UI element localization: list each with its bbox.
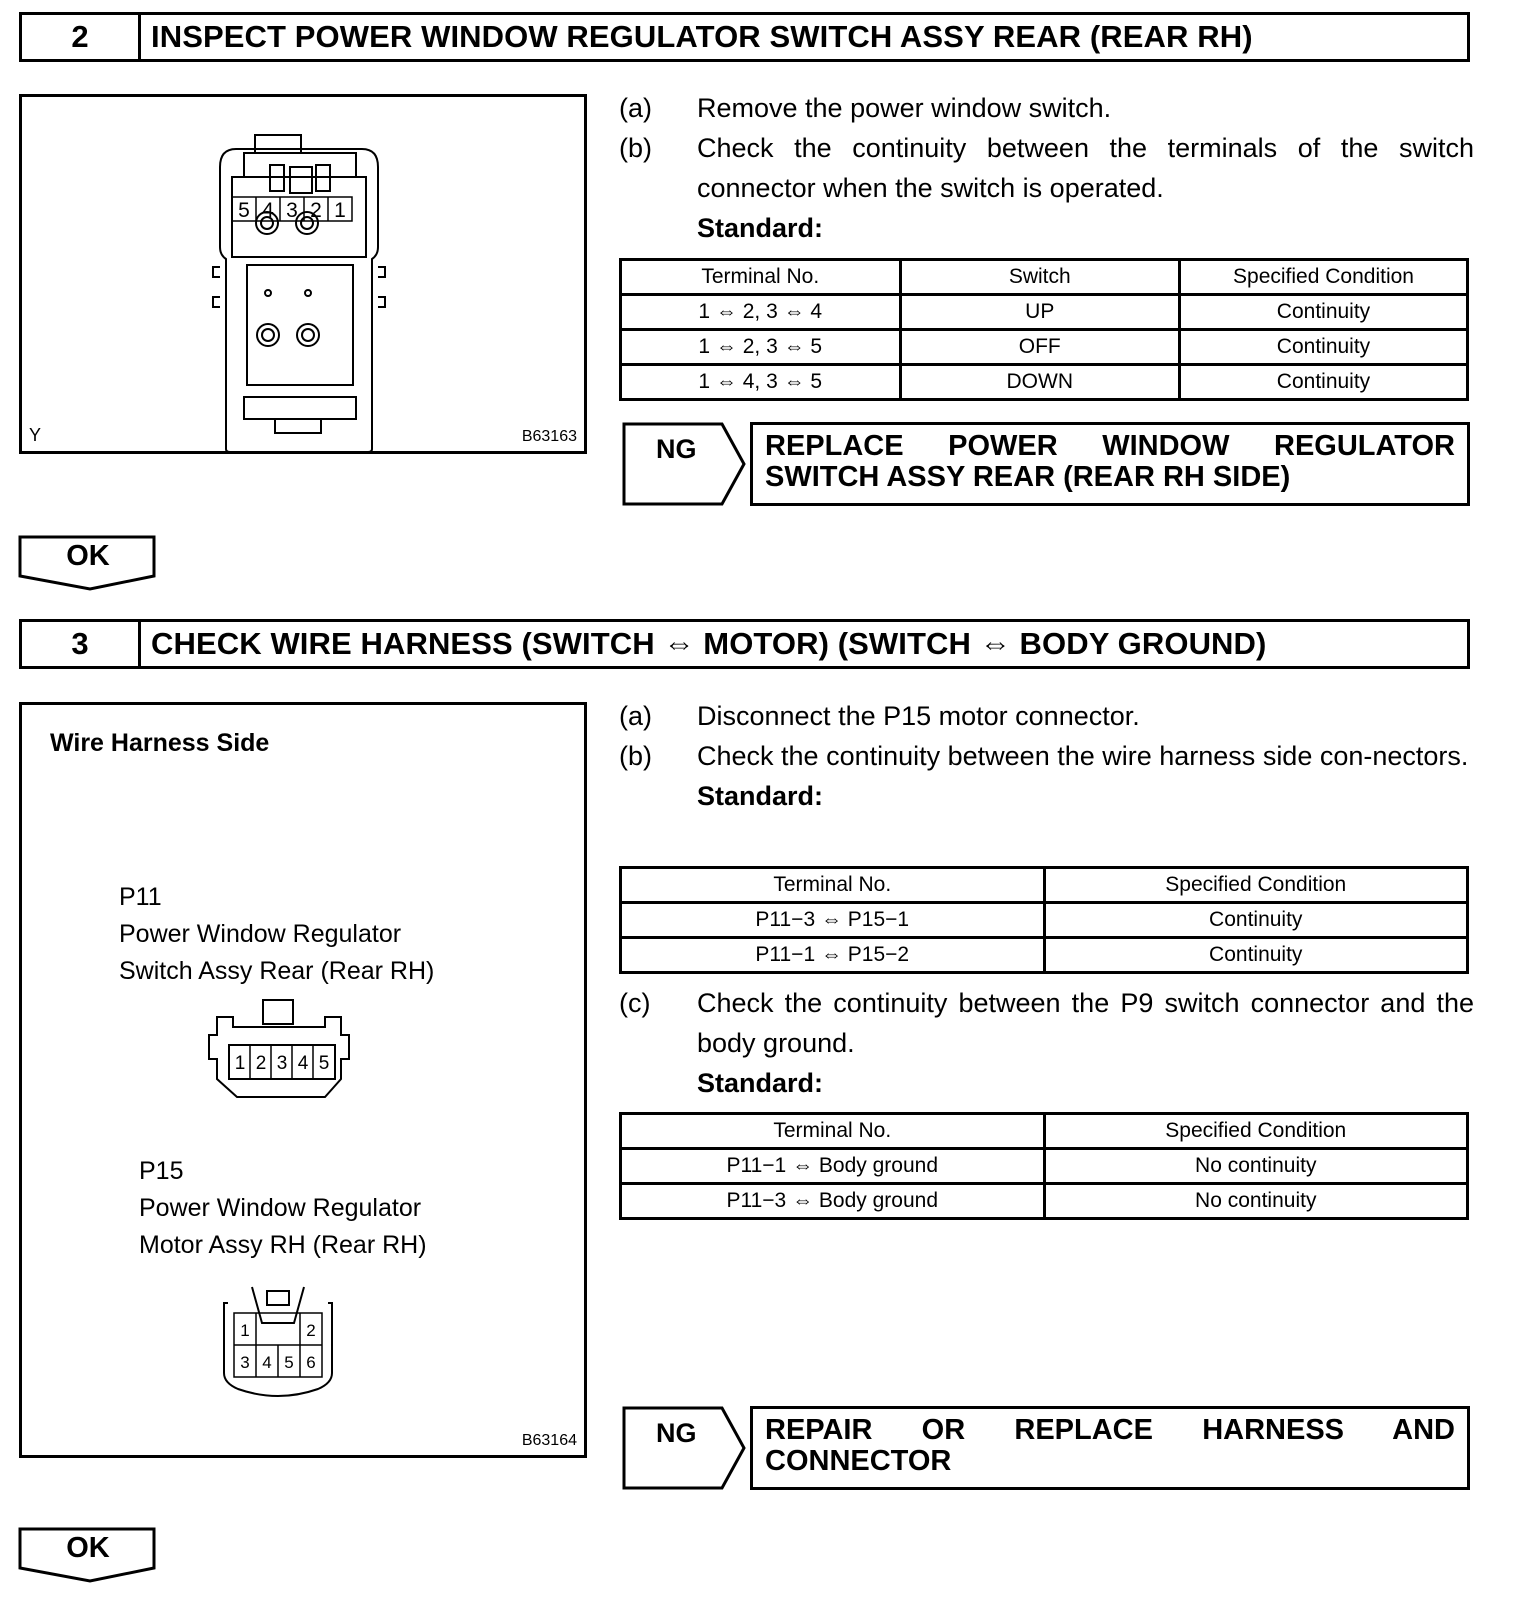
- ng-action-line: CONNECTOR: [765, 1445, 952, 1477]
- instruction-letter: (a): [619, 93, 652, 123]
- harness-continuity-table: [619, 866, 1469, 974]
- switch-connector-diagram: [22, 97, 584, 451]
- instruction-letter: (b): [619, 133, 652, 163]
- ng-action-text: [750, 422, 1470, 506]
- figure-heading: Wire Harness Side: [50, 729, 270, 757]
- ng-result-step-3: [622, 1406, 1470, 1490]
- instruction-text: Check the continuity between the wire harness side con-nectors.: [697, 741, 1469, 771]
- step-3-instruction-c: [619, 983, 1474, 1103]
- pin-label: 3: [276, 1053, 288, 1074]
- pin-label: 5: [318, 1053, 330, 1074]
- step-number: 2: [22, 15, 141, 59]
- figure-code: B63163: [521, 428, 577, 445]
- switch-continuity-table: [619, 258, 1469, 401]
- connector-p15-id: P15: [139, 1157, 184, 1185]
- step-title: CHECK WIRE HARNESS (SWITCH ⇔ MOTOR) (SWITCH ⇔ BODY GROUND): [151, 626, 1267, 661]
- table-row: [621, 1184, 1468, 1219]
- table-cell: 1 ⇔ 2, 3 ⇔ 4: [621, 295, 901, 330]
- table-cell: 1 ⇔ 2, 3 ⇔ 5: [621, 330, 901, 365]
- table-header-row: [621, 868, 1468, 903]
- pin-label: 4: [262, 1353, 272, 1372]
- pin-label: 1: [240, 1321, 250, 1340]
- pin-label: 4: [262, 199, 274, 222]
- ng-action-text: [750, 1406, 1470, 1490]
- ng-action-line: REPLACE POWER WINDOW REGULATOR: [765, 430, 1455, 462]
- step-number: 3: [22, 622, 141, 666]
- step-title: INSPECT POWER WINDOW REGULATOR SWITCH ASSY REAR (REAR RH): [151, 19, 1253, 54]
- ng-label: NG: [656, 434, 697, 464]
- ok-label: OK: [66, 1532, 110, 1564]
- table-cell: No continuity: [1044, 1149, 1468, 1184]
- connector-p15-name: Power Window Regulator: [139, 1194, 422, 1222]
- instruction-item: [619, 128, 1474, 208]
- instruction-letter: (c): [619, 988, 651, 1018]
- figure-corner-label: Y: [29, 425, 42, 445]
- table-cell: Continuity: [1180, 365, 1468, 400]
- table-cell: DOWN: [900, 365, 1180, 400]
- table-cell: Continuity: [1044, 903, 1468, 938]
- p15-connector-diagram: [218, 1283, 338, 1403]
- table-row: [621, 330, 1468, 365]
- instruction-letter: (a): [619, 701, 652, 731]
- pin-label: 5: [238, 199, 250, 222]
- p11-connector-diagram: [207, 997, 357, 1107]
- connector-p15-desc: Motor Assy RH (Rear RH): [139, 1231, 427, 1259]
- instruction-item: [619, 983, 1474, 1063]
- body-ground-table: [619, 1112, 1469, 1220]
- table-cell: OFF: [900, 330, 1180, 365]
- step-2-header: [19, 12, 1470, 62]
- standard-label: Standard:: [697, 781, 824, 811]
- table-header: Terminal No.: [621, 868, 1045, 903]
- pin-label: 3: [240, 1353, 250, 1372]
- table-header-row: [621, 260, 1468, 295]
- instruction-item: [619, 696, 1474, 736]
- instruction-text: Check the continuity between the terminals of the switch connector when the switch is operated.: [697, 133, 1474, 203]
- instruction-text: Check the continuity between the P9 switch connector and the body ground.: [697, 988, 1474, 1058]
- instruction-text: Remove the power window switch.: [697, 93, 1112, 123]
- table-header: Terminal No.: [621, 1114, 1045, 1149]
- instruction-letter: (b): [619, 741, 652, 771]
- table-row: [621, 295, 1468, 330]
- pin-label: 1: [334, 199, 346, 222]
- table-cell: 1 ⇔ 4, 3 ⇔ 5: [621, 365, 901, 400]
- table-row: [621, 1149, 1468, 1184]
- step-2-instructions: [619, 88, 1474, 248]
- instruction-item: [619, 736, 1474, 776]
- table-cell: P11−3 ⇔ P15−1: [621, 903, 1045, 938]
- table-cell: Continuity: [1180, 295, 1468, 330]
- figure-code: B63164: [521, 1432, 577, 1449]
- pin-label: 3: [286, 199, 298, 222]
- switch-connector-figure: [19, 94, 587, 454]
- table-row: [621, 903, 1468, 938]
- table-header: Specified Condition: [1044, 868, 1468, 903]
- table-header: Switch: [900, 260, 1180, 295]
- connector-p11-id: P11: [119, 883, 162, 911]
- step-3-header: [19, 619, 1470, 669]
- table-header: Specified Condition: [1044, 1114, 1468, 1149]
- pin-label: 5: [284, 1353, 294, 1372]
- table-cell: Continuity: [1044, 938, 1468, 973]
- pin-label: 2: [306, 1321, 316, 1340]
- pin-label: 2: [310, 199, 322, 222]
- table-header-row: [621, 1114, 1468, 1149]
- instruction-text: Disconnect the P15 motor connector.: [697, 701, 1140, 731]
- instruction-item: [619, 88, 1474, 128]
- standard-label: Standard:: [697, 1068, 824, 1098]
- connector-p11-name: Power Window Regulator: [119, 920, 402, 948]
- pin-label: 4: [297, 1053, 309, 1074]
- pin-label: 6: [306, 1353, 316, 1372]
- ok-button-step-2[interactable]: [18, 535, 158, 591]
- table-header: Terminal No.: [621, 260, 901, 295]
- step-3-instructions: [619, 696, 1474, 816]
- table-cell: UP: [900, 295, 1180, 330]
- table-cell: P11−3 ⇔ Body ground: [621, 1184, 1045, 1219]
- table-row: [621, 938, 1468, 973]
- connector-p11-desc: Switch Assy Rear (Rear RH): [119, 957, 435, 985]
- table-header: Specified Condition: [1180, 260, 1468, 295]
- table-row: [621, 365, 1468, 400]
- table-cell: P11−1 ⇔ P15−2: [621, 938, 1045, 973]
- ng-action-line: REPAIR OR REPLACE HARNESS AND: [765, 1414, 1455, 1446]
- table-cell: Continuity: [1180, 330, 1468, 365]
- ng-action-line: SWITCH ASSY REAR (REAR RH SIDE): [765, 461, 1291, 493]
- wire-harness-figure: [19, 702, 587, 1458]
- pin-label: 2: [255, 1053, 267, 1074]
- table-cell: No continuity: [1044, 1184, 1468, 1219]
- ok-button-step-3[interactable]: [18, 1527, 158, 1583]
- ok-label: OK: [66, 540, 110, 572]
- pin-label: 1: [234, 1053, 246, 1074]
- table-cell: P11−1 ⇔ Body ground: [621, 1149, 1045, 1184]
- standard-label: Standard:: [697, 213, 824, 243]
- ng-label: NG: [656, 1418, 697, 1448]
- ng-result-step-2: [622, 422, 1470, 506]
